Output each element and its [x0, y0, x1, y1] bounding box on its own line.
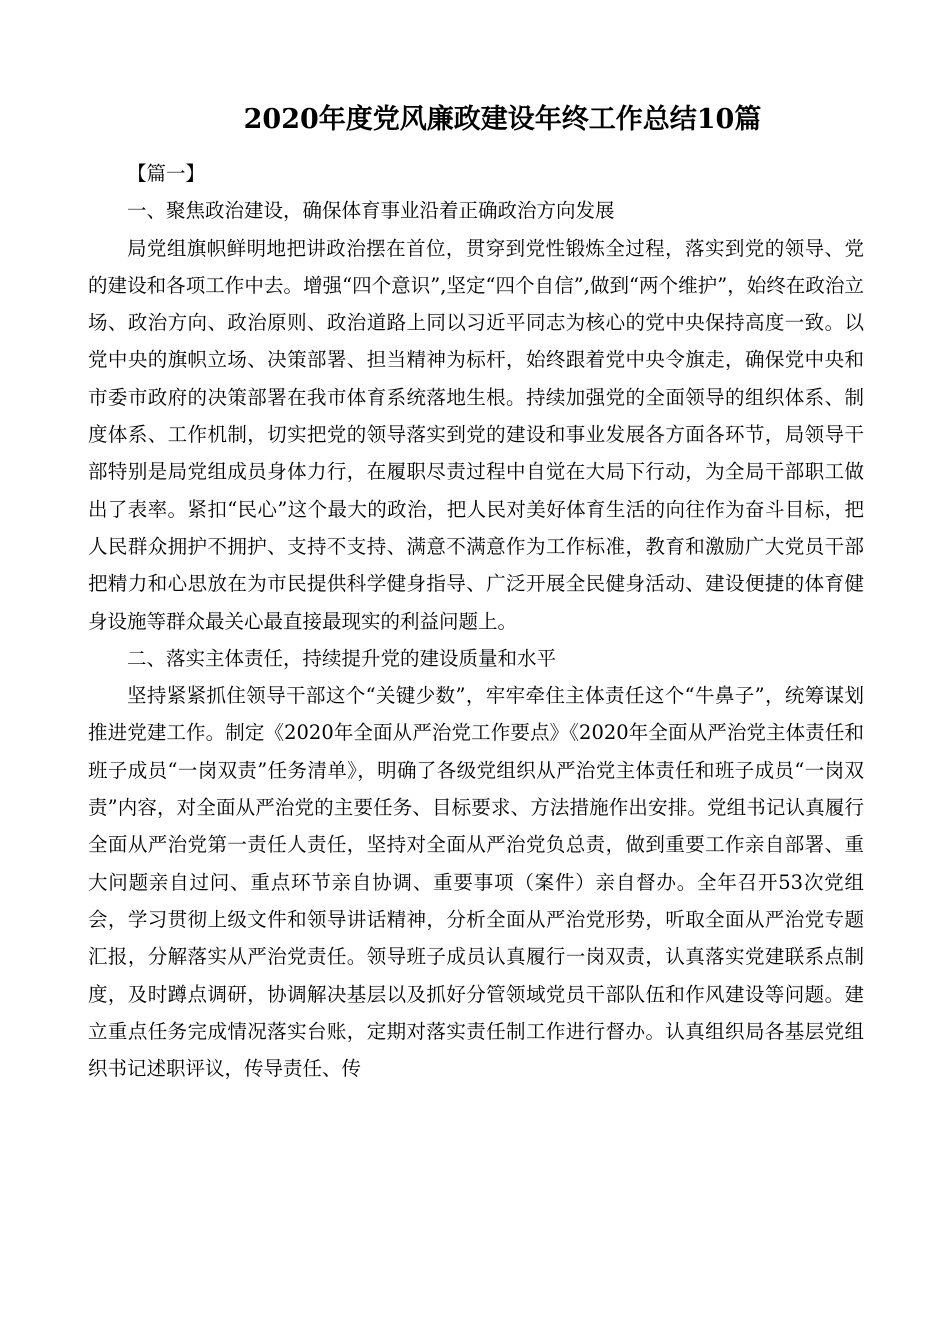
- body-paragraph: 局党组旗帜鲜明地把讲政治摆在首位，贯穿到党性锻炼全过程，落实到党的领导、党的建设和各项工作中去。增强“四个意识”,坚定“四个自信”,做到“两个维护”，始终在政治立场、政治方向、政治原则、政治道路上同以习近平同志为核心的党中央保持高度一致。以党中央的旗帜立场、决策部署、担当精神为标杆，始终跟着党中央令旗走，确保党中央和市委市政府的决策部署在我市体育系统落地生根。持续加强党的全面领导的组织体系、制度体系、工作机制，切实把党的领导落实到党的建设和事业发展各方面各环节，局领导干部特别是局党组成员身体力行，在履职尽责过程中自觉在大局下行动，为全局干部职工做出了表率。紧扣“民心”这个最大的政治，把人民对美好体育生活的向往作为奋斗目标，把人民群众拥护不拥护、支持不支持、满意不满意作为工作标准，教育和激励广大党员干部把精力和心思放在为市民提供科学健身指导、广泛开展全民健身活动、建设便捷的体育健身设施等群众最关心最直接最现实的利益问题上。: [88, 236, 864, 633]
- body-paragraph: 坚持紧紧抓住领导干部这个“关键少数”，牢牢牵住主体责任这个“牛鼻子”，统筹谋划推进党建工作。制定《2020年全面从严治党工作要点》《2020年全面从严治党主体责任和班子成员“一岗双责”任务清单》，明确了各级党组织从严治党主体责任和班子成员“一岗双责”内容，对全面从严治党的主要任务、目标要求、方法措施作出安排。党组书记认真履行全面从严治党第一责任人责任，坚持对全面从严治党负总责，做到重要工作亲自部署、重大问题亲自过问、重点环节亲自协调、重要事项（案件）亲自督办。全年召开53次党组会，学习贯彻上级文件和领导讲话精神，分析全面从严治党形势，听取全面从严治党专题汇报，分解落实从严治党责任。领导班子成员认真履行一岗双责，认真落实党建联系点制度，及时蹲点调研，协调解决基层以及抓好分管领域党员干部队伍和作风建设等问题。建立重点任务完成情况落实台账，定期对落实责任制工作进行督办。认真组织局各基层党组织书记述职评议，传导责任、传: [88, 684, 864, 1081]
- section-heading: 二、落实主体责任，持续提升党的建设质量和水平: [127, 646, 557, 670]
- section-heading: 一、聚焦政治建设，确保体育事业沿着正确政治方向发展: [127, 199, 615, 223]
- document-title: 2020年度党风廉政建设年终工作总结10篇: [243, 104, 762, 135]
- section-marker: 【篇一】: [127, 162, 206, 185]
- document-body: [88, 155, 864, 1087]
